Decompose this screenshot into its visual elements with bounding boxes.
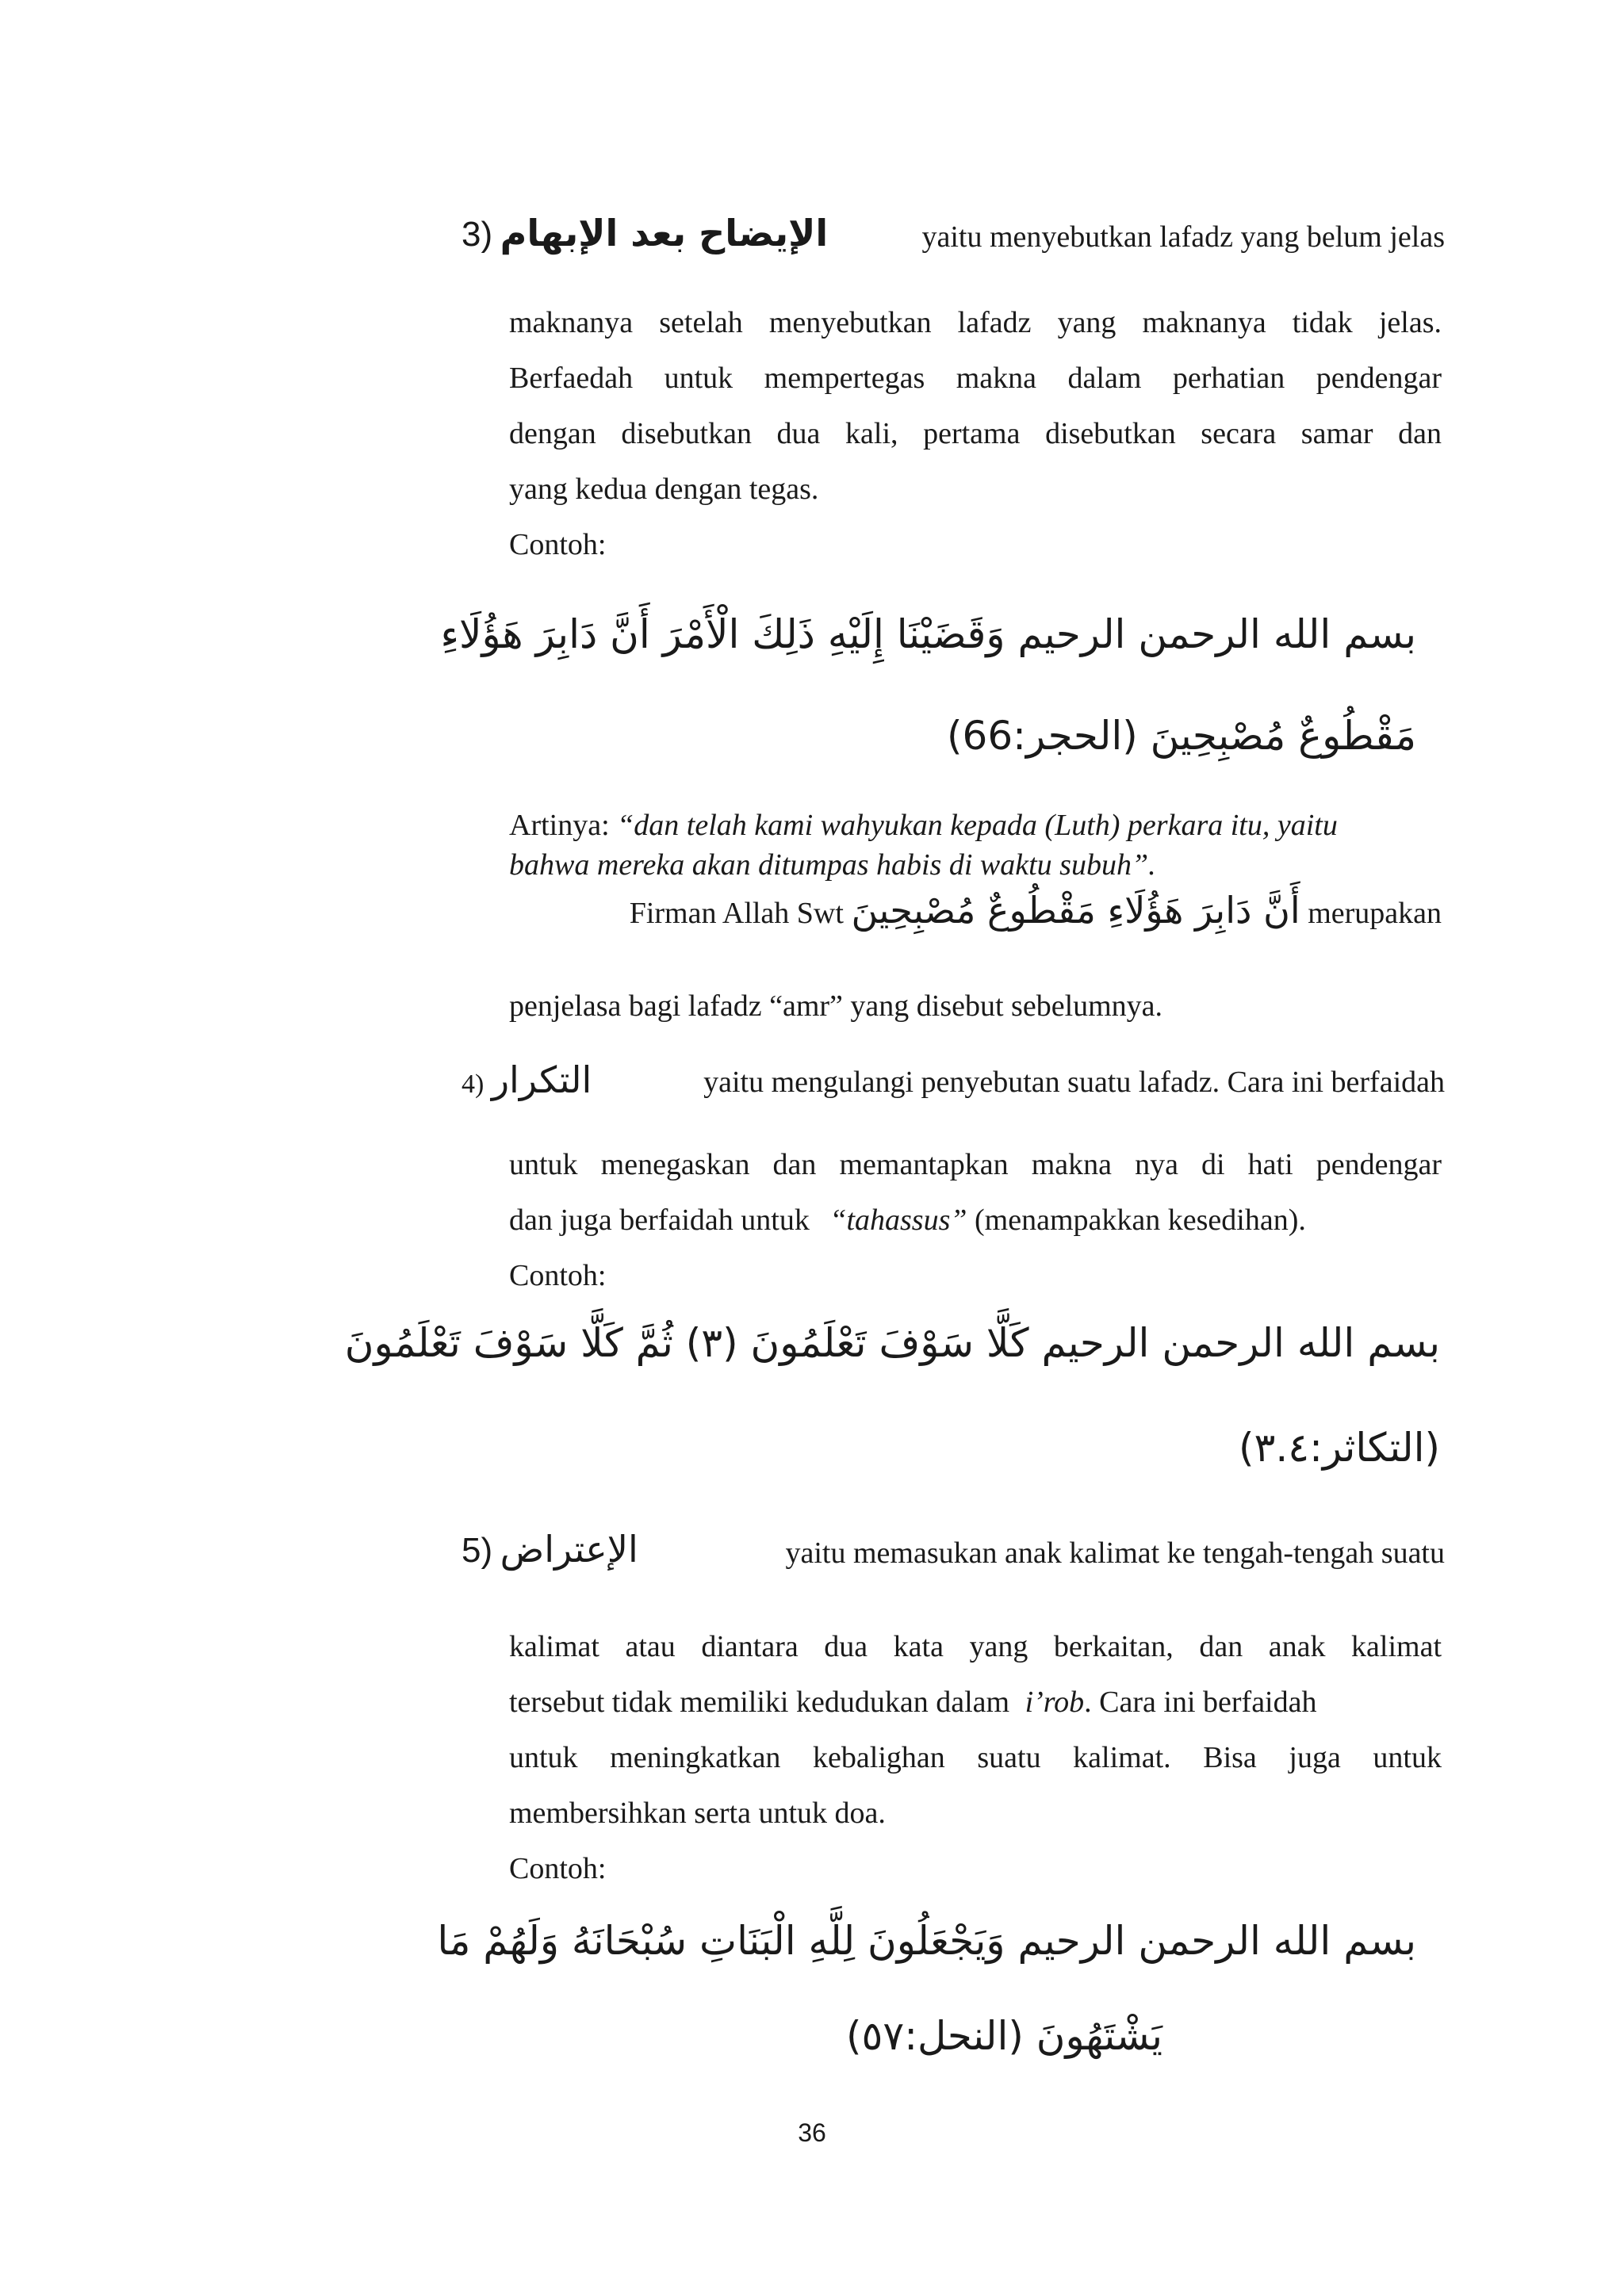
translation-text-1: “dan telah kami wahyukan kepada (Luth) perkara itu, yaitu <box>617 809 1338 842</box>
item-3-line-3: dengan disebutkan dua kali, pertama disebutkan secara samar dan <box>509 417 1442 450</box>
irob-term: i’rob <box>1025 1686 1085 1719</box>
item-5-arabic-line-2: يَشْتَهُونَ (النحل:٥٧) <box>845 2013 1162 2059</box>
item-5-arabic-line-1: بسم الله الرحمن الرحيم وَيَجْعَلُونَ لِلَّهِ الْبَنَاتِ سُبْحَانَهُ وَلَهُمْ مَا <box>437 1918 1416 1964</box>
item-5-line-4: membersihkan serta untuk doa. <box>509 1797 886 1830</box>
item-4-line-2 <box>509 1203 1306 1238</box>
item-3-line-4: yang kedua dengan tegas. <box>509 473 819 506</box>
item-4-arabic-line-1: بسم الله الرحمن الرحيم كَلَّا سَوْفَ تَعْلَمُونَ (٣) ثُمَّ كَلَّا سَوْفَ تَعْلَمُونَ <box>344 1320 1440 1366</box>
note-arabic: أَنَّ دَابِرَ هَؤُلَاءِ مَقْطُوعٌ مُصْبِحِينَ <box>851 889 1300 932</box>
item-5-line-2 <box>509 1686 1442 1720</box>
item-5-line-2-b: . Cara ini berfaidah <box>1084 1686 1317 1719</box>
item-4-line-2-a: dan juga berfaidah untuk <box>509 1203 810 1237</box>
item-5-example-label: Contoh: <box>509 1852 607 1885</box>
item-4-number: 4) <box>462 1070 485 1099</box>
item-5-first-line: yaitu memasukan anak kalimat ke tengah-tengah suatu <box>785 1536 1445 1570</box>
item-5-line-3: untuk meningkatkan kebalighan suatu kalimat. Bisa juga untuk <box>509 1741 1442 1774</box>
item-5-line-1: kalimat atau diantara dua kata yang berkaitan, dan anak kalimat <box>509 1630 1442 1663</box>
item-3-note-line-2: penjelasa bagi lafadz “amr” yang disebut sebelumnya. <box>509 989 1163 1023</box>
item-4-first-line: yaitu mengulangi penyebutan suatu lafadz. Cara ini berfaidah <box>703 1066 1445 1099</box>
note-lead: Firman Allah Swt <box>629 897 844 930</box>
page-number: 36 <box>798 2118 826 2147</box>
item-4-heading <box>462 1059 1445 1101</box>
item-4-line-2-b: (menampakkan kesedihan). <box>975 1203 1306 1237</box>
item-5-number: 5) <box>462 1531 493 1570</box>
translation-prefix: Artinya: <box>509 809 610 842</box>
item-5-term: الإعتراض <box>500 1528 638 1571</box>
item-3-translation-2: bahwa mereka akan ditumpas habis di waktu subuh”. <box>509 848 1156 882</box>
item-3-example-label: Contoh: <box>509 528 607 561</box>
note-tail: merupakan <box>1308 897 1442 930</box>
item-3-heading <box>462 212 1445 255</box>
item-3-note <box>607 890 1442 932</box>
item-3-first-line: yaitu menyebutkan lafadz yang belum jelas <box>921 220 1445 254</box>
item-3-translation-1 <box>509 809 1442 844</box>
item-4-arabic-line-2: (التكاثر:٣.٤) <box>1238 1425 1440 1471</box>
item-3-line-2: Berfaedah untuk mempertegas makna dalam perhatian pendengar <box>509 362 1442 395</box>
item-4-term: التكرار <box>491 1058 592 1101</box>
item-3-number: 3) <box>462 215 493 254</box>
item-5-heading <box>462 1529 1445 1571</box>
item-3-arabic-line-2: مَقْطُوعٌ مُصْبِحِينَ (الحجر:66) <box>947 713 1416 759</box>
item-4-example-label: Contoh: <box>509 1259 607 1292</box>
item-5-line-2-a: tersebut tidak memiliki kedudukan dalam <box>509 1686 1010 1719</box>
item-3-term: الإيضاح بعد الإبهام <box>500 212 829 254</box>
tahassus-term: “tahassus” <box>829 1203 967 1237</box>
item-3-line-1: maknanya setelah menyebutkan lafadz yang maknanya tidak jelas. <box>509 306 1442 339</box>
item-4-line-1: untuk menegaskan dan memantapkan makna nya di hati pendengar <box>509 1148 1442 1181</box>
item-3-arabic-line-1: بسم الله الرحمن الرحيم وَقَضَيْنَا إِلَيْهِ ذَلِكَ الْأَمْرَ أَنَّ دَابِرَ هَؤُلَاءِ <box>440 611 1416 657</box>
